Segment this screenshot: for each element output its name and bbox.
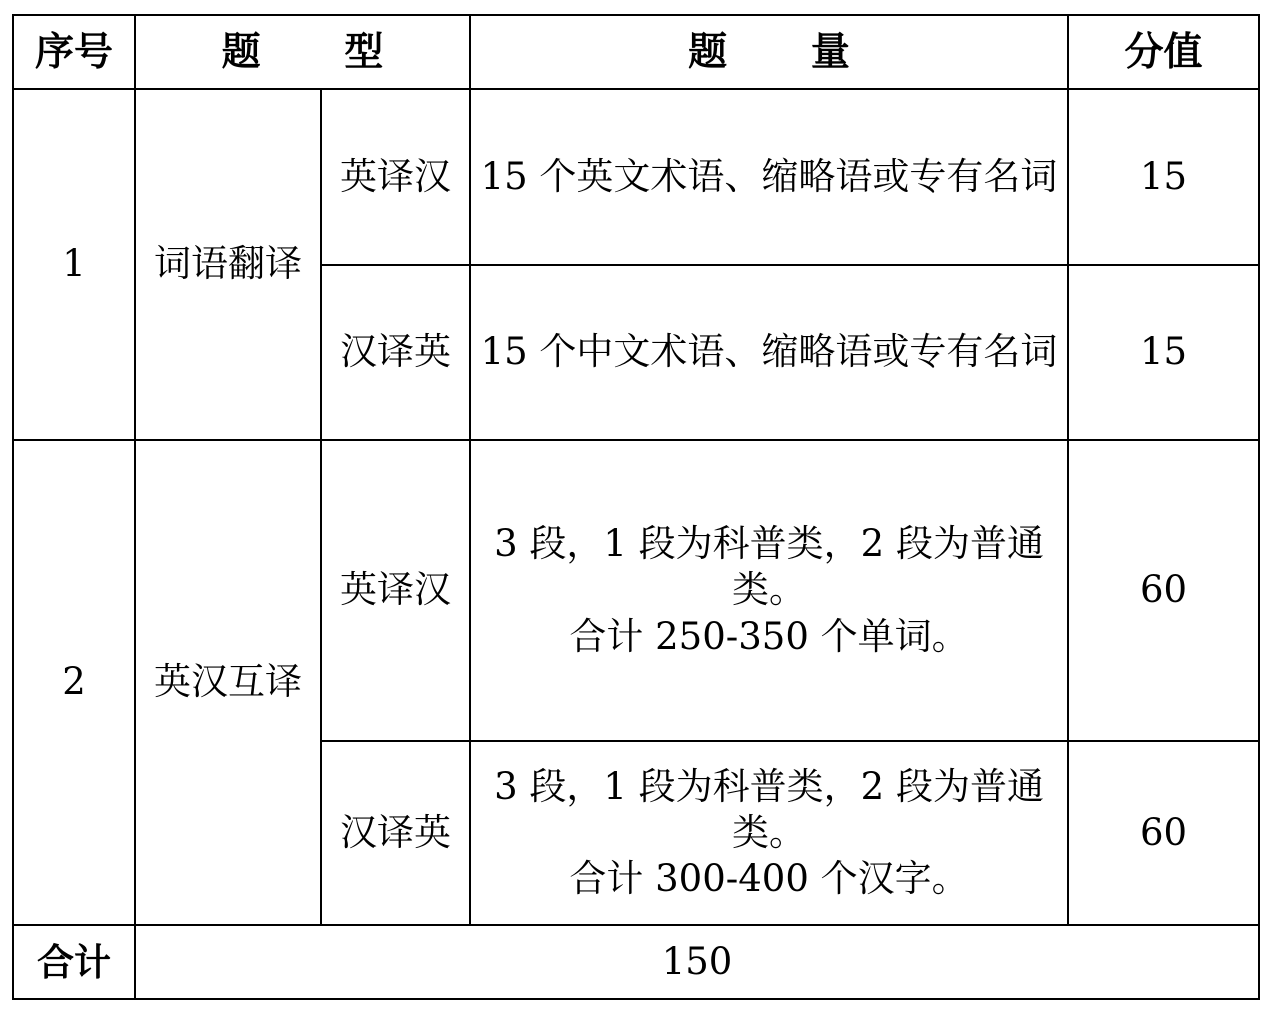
exam-structure-table (12, 14, 1260, 1000)
row-direction: 英译汉 (321, 440, 470, 741)
table-row (13, 440, 1259, 741)
header-row (13, 15, 1259, 89)
row-quantity (470, 741, 1068, 925)
header-quantity-text: 题 量 (688, 28, 885, 75)
header-type-text: 题 型 (221, 28, 419, 75)
section-2-type: 英汉互译 (135, 440, 321, 925)
section-1-type: 词语翻译 (135, 89, 321, 440)
total-label: 合计 (13, 925, 135, 999)
header-quantity (470, 15, 1068, 89)
row-score: 15 (1068, 265, 1259, 440)
quantity-line: 3 段，1 段为科普类，2 段为普通类。 (494, 764, 1044, 854)
header-score: 分值 (1068, 15, 1259, 89)
header-type (135, 15, 470, 89)
row-direction: 汉译英 (321, 265, 470, 440)
row-direction: 英译汉 (321, 89, 470, 265)
row-score: 15 (1068, 89, 1259, 265)
header-seq: 序号 (13, 15, 135, 89)
row-quantity: 15 个中文术语、缩略语或专有名词 (470, 265, 1068, 440)
row-score: 60 (1068, 440, 1259, 741)
row-quantity (470, 440, 1068, 741)
row-score: 60 (1068, 741, 1259, 925)
quantity-line: 3 段，1 段为科普类，2 段为普通类。 (494, 522, 1044, 612)
table-row (13, 89, 1259, 265)
total-value: 150 (135, 925, 1259, 999)
quantity-line: 合计 250-350 个单词。 (569, 614, 969, 658)
row-direction: 汉译英 (321, 741, 470, 925)
total-row (13, 925, 1259, 999)
quantity-line: 合计 300-400 个汉字。 (569, 857, 969, 901)
section-1-seq: 1 (13, 89, 135, 440)
row-quantity: 15 个英文术语、缩略语或专有名词 (470, 89, 1068, 265)
section-2-seq: 2 (13, 440, 135, 925)
